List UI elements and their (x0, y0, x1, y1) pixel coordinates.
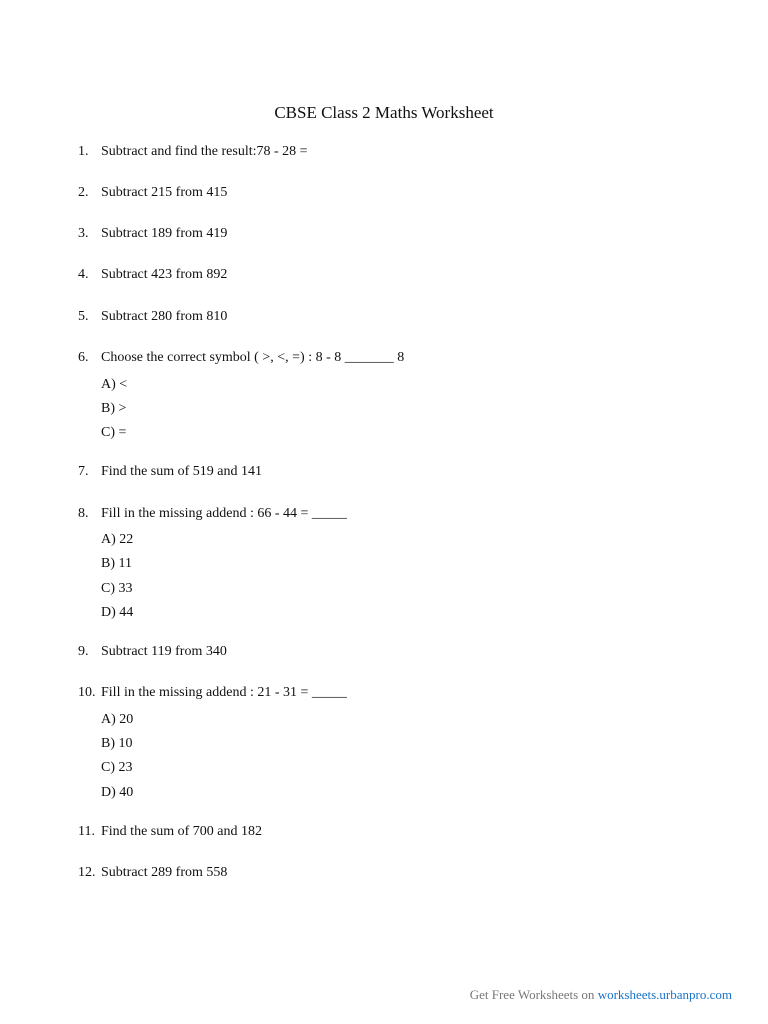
option: C) 33 (101, 581, 133, 596)
question-number: 3. (78, 226, 89, 241)
question-number: 5. (78, 309, 89, 324)
question-text: Subtract 189 from 419 (101, 226, 228, 241)
question-number: 4. (78, 267, 89, 282)
option: D) 40 (101, 785, 134, 800)
page-title: CBSE Class 2 Maths Worksheet (274, 103, 494, 122)
question-number: 11. (78, 824, 95, 839)
question-text: Subtract 280 from 810 (101, 309, 228, 324)
footer-text: Get Free Worksheets on (469, 987, 598, 1002)
option: A) 20 (101, 712, 134, 727)
option: A) < (101, 377, 128, 392)
option: C) = (101, 425, 127, 440)
question-number: 6. (78, 350, 89, 365)
question-text: Choose the correct symbol ( >, <, =) : 8 - 8 _______ 8 (101, 350, 405, 365)
question-number: 8. (78, 506, 89, 521)
question-number: 9. (78, 644, 89, 659)
question-text: Fill in the missing addend : 66 - 44 = _____ (101, 506, 347, 521)
option: A) 22 (101, 532, 134, 547)
question-number: 12. (78, 865, 96, 880)
question-text: Find the sum of 519 and 141 (101, 464, 262, 479)
question-text: Find the sum of 700 and 182 (101, 824, 262, 839)
question-number: 10. (78, 685, 96, 700)
question-number: 7. (78, 464, 89, 479)
question-number: 1. (78, 144, 89, 159)
footer (470, 986, 732, 1004)
option: C) 23 (101, 760, 133, 775)
question-text: Subtract 289 from 558 (101, 865, 228, 880)
question-text: Subtract 215 from 415 (101, 185, 228, 200)
question-text: Subtract 423 from 892 (101, 267, 228, 282)
question-number: 2. (78, 185, 89, 200)
option: D) 44 (101, 605, 134, 620)
question-text: Fill in the missing addend : 21 - 31 = _____ (101, 685, 347, 700)
question-text: Subtract and find the result:78 - 28 = (101, 144, 308, 159)
option: B) 11 (101, 556, 132, 571)
question-text: Subtract 119 from 340 (101, 644, 227, 659)
option: B) > (101, 401, 127, 416)
footer-link[interactable]: worksheets.urbanpro.com (597, 987, 732, 1002)
option: B) 10 (101, 736, 133, 751)
